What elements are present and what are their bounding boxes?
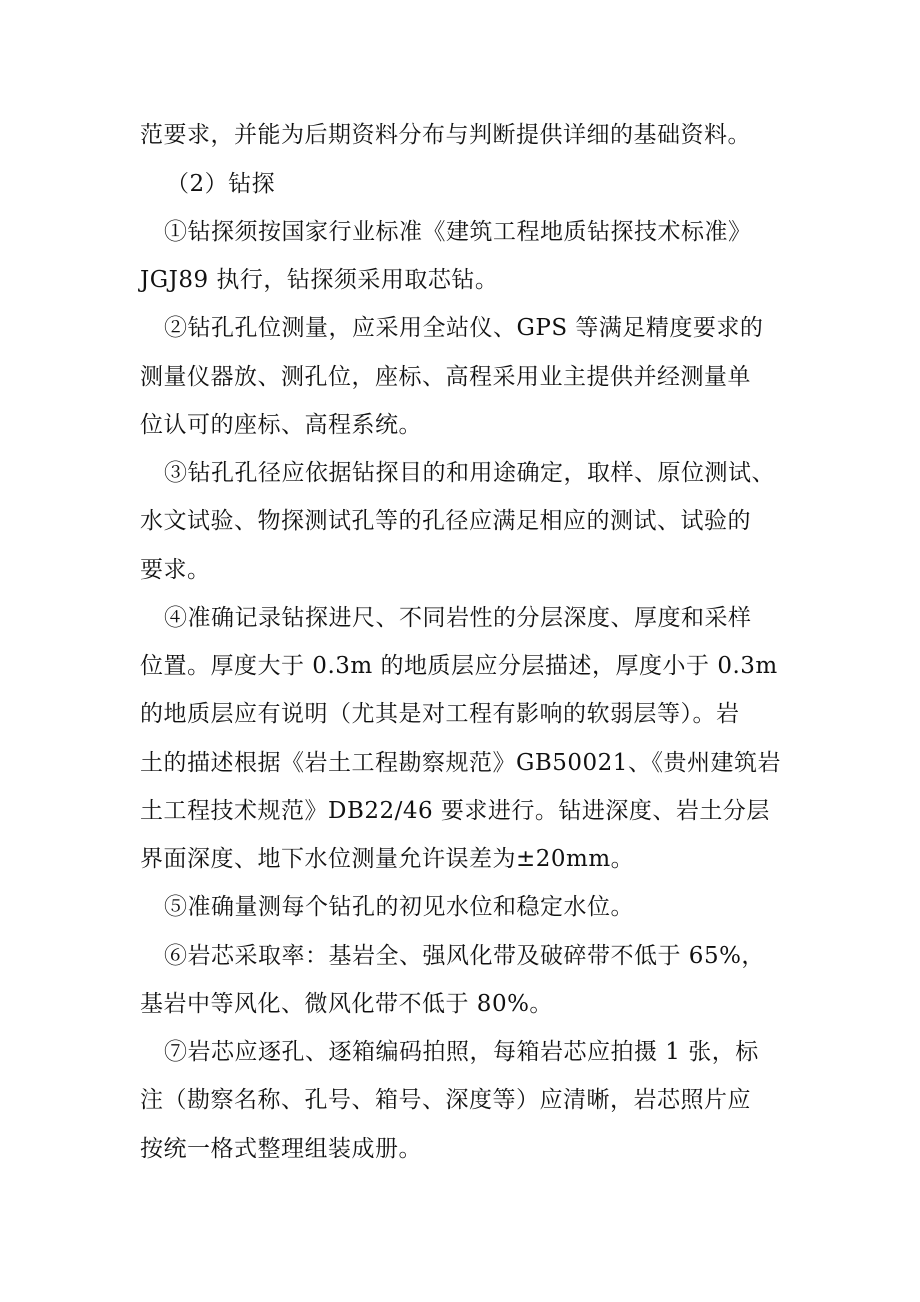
paragraph-line: 位置。厚度大于 0.3m 的地质层应分层描述，厚度小于 0.3m — [140, 653, 778, 679]
paragraph-line: ④准确记录钻探进尺、不同岩性的分层深度、厚度和采样 — [164, 605, 752, 631]
section-heading: （2）钻探 — [166, 171, 276, 197]
paragraph-line: ③钻孔孔径应依据钻探目的和用途确定，取样、原位测试、 — [164, 460, 775, 486]
paragraph-line: ⑦岩芯应逐孔、逐箱编码拍照，每箱岩芯应拍摄 1 张，标 — [164, 1039, 759, 1065]
paragraph-line: 测量仪器放、测孔位，座标、高程采用业主提供并经测量单 — [140, 364, 751, 390]
paragraph-line: 范要求，并能为后期资料分布与判断提供详细的基础资料。 — [140, 122, 751, 148]
paragraph-line: ①钻探须按国家行业标准《建筑工程地质钻探技术标准》 — [164, 219, 752, 245]
paragraph-line: ⑤准确量测每个钻孔的初见水位和稳定水位。 — [164, 894, 634, 920]
paragraph-line: 要求。 — [140, 557, 211, 583]
paragraph-line: 按统一格式整理组装成册。 — [140, 1136, 422, 1162]
paragraph-line: 位认可的座标、高程系统。 — [140, 412, 422, 438]
paragraph-line: ②钻孔孔位测量，应采用全站仪、GPS 等满足精度要求的 — [164, 315, 764, 341]
paragraph-line: 水文试验、物探测试孔等的孔径应满足相应的测试、试验的 — [140, 508, 751, 534]
paragraph-line: 的地质层应有说明（尤其是对工程有影响的软弱层等）。岩 — [140, 701, 740, 727]
paragraph-line: 土的描述根据《岩土工程勘察规范》GB50021、《贵州建筑岩 — [140, 750, 781, 776]
paragraph-line: JGJ89 执行，钻探须采用取芯钻。 — [140, 267, 499, 293]
paragraph-line: 基岩中等风化、微风化带不低于 80%。 — [140, 991, 553, 1017]
paragraph-line: 注（勘察名称、孔号、箱号、深度等）应清晰，岩芯照片应 — [140, 1087, 751, 1113]
paragraph-line: 界面深度、地下水位测量允许误差为±20mm。 — [140, 846, 635, 872]
paragraph-line: ⑥岩芯采取率：基岩全、强风化带及破碎带不低于 65%， — [164, 943, 765, 969]
paragraph-line: 土工程技术规范》DB22/46 要求进行。钻进深度、岩土分层 — [140, 798, 770, 824]
